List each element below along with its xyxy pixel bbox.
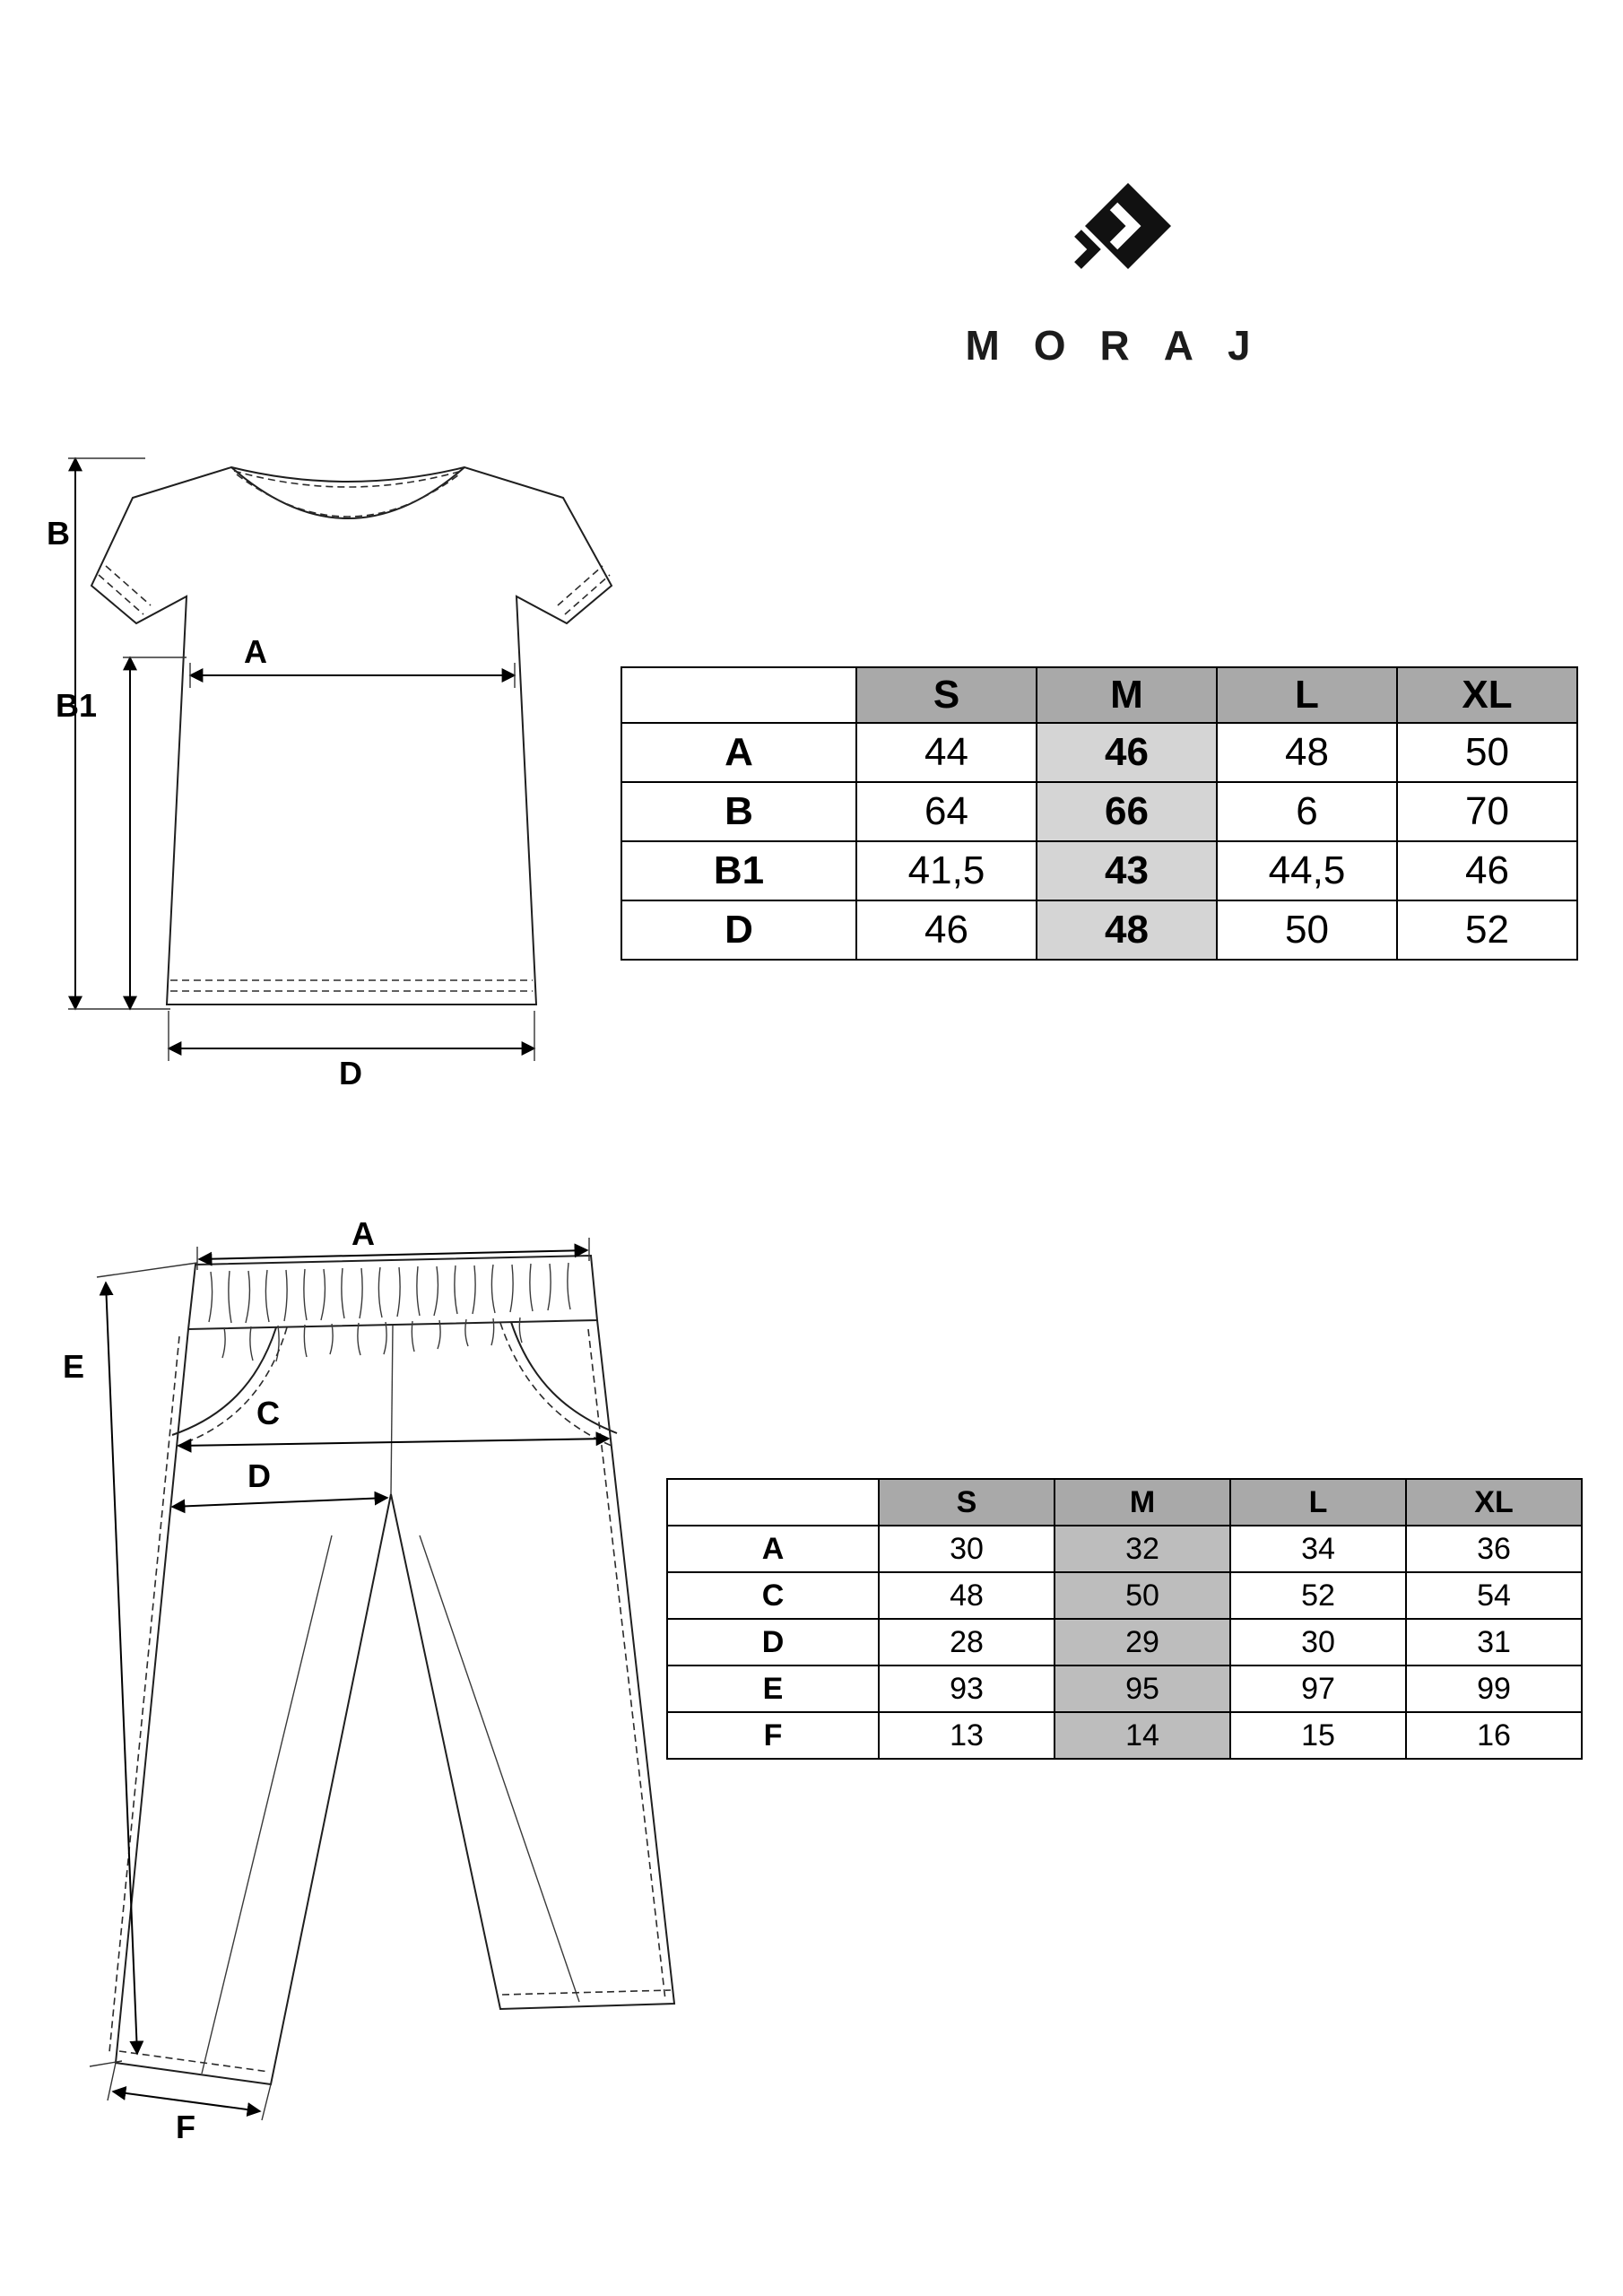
cell-m: 95 <box>1055 1665 1230 1712</box>
pants-hem-stitch-left <box>119 2051 269 2072</box>
shirt-corner-cell <box>621 667 856 723</box>
cell-xl: 46 <box>1397 841 1577 900</box>
dim-label-b: B <box>47 515 70 552</box>
pants-table-row-d <box>667 1619 1582 1665</box>
row-label: C <box>667 1572 879 1619</box>
tshirt-collar-stitch <box>234 471 462 487</box>
pants-pocket-right-stitch <box>500 1323 612 1446</box>
cell-l: 34 <box>1230 1526 1406 1572</box>
cell-l: 30 <box>1230 1619 1406 1665</box>
cell-s: 46 <box>856 900 1037 960</box>
pants-fly-line <box>391 1326 393 1494</box>
cell-s: 64 <box>856 782 1037 841</box>
cell-l: 44,5 <box>1217 841 1397 900</box>
cell-xl: 31 <box>1406 1619 1582 1665</box>
brand-diamond-arrow-icon <box>1058 179 1175 280</box>
pants-col-s: S <box>879 1479 1055 1526</box>
pants-table-row-e <box>667 1665 1582 1712</box>
cell-l: 50 <box>1217 900 1397 960</box>
tshirt-sleeve-stitch-left <box>99 566 151 614</box>
cell-m: 43 <box>1037 841 1217 900</box>
shirt-table-row-a <box>621 723 1577 782</box>
cell-l: 6 <box>1217 782 1397 841</box>
cell-l: 97 <box>1230 1665 1406 1712</box>
cell-xl: 52 <box>1397 900 1577 960</box>
dim-ext-e <box>90 1263 197 2066</box>
pants-table-header-row <box>667 1479 1582 1526</box>
row-label: D <box>667 1619 879 1665</box>
dim-label-f: F <box>176 2109 195 2145</box>
tshirt-technical-drawing <box>36 444 628 1108</box>
shirt-table-row-b <box>621 782 1577 841</box>
pants-outline <box>109 1256 674 2084</box>
cell-l: 15 <box>1230 1712 1406 1759</box>
cell-s: 41,5 <box>856 841 1037 900</box>
pants-crease-left <box>202 1535 332 2074</box>
dim-line-c <box>178 1439 609 1446</box>
dim-ext-d <box>169 1011 534 1061</box>
dim-line-d <box>172 1498 387 1507</box>
shirt-table-row-b1 <box>621 841 1577 900</box>
shirt-col-s: S <box>856 667 1037 723</box>
pants-gather-fringe <box>222 1318 522 1361</box>
pants-dimension-lines <box>63 1215 609 2145</box>
pants-body-path <box>116 1320 674 2084</box>
cell-s: 28 <box>879 1619 1055 1665</box>
row-label: D <box>621 900 856 960</box>
pants-table-row-f <box>667 1712 1582 1759</box>
cell-s: 44 <box>856 723 1037 782</box>
cell-m: 48 <box>1037 900 1217 960</box>
cell-xl: 36 <box>1406 1526 1582 1572</box>
pants-hem-stitch-right <box>502 1990 671 1995</box>
cell-xl: 54 <box>1406 1572 1582 1619</box>
cell-xl: 16 <box>1406 1712 1582 1759</box>
brand-logo <box>965 179 1285 370</box>
pants-size-table <box>666 1478 1583 1760</box>
dim-label-b1: B1 <box>56 687 98 724</box>
cell-m: 14 <box>1055 1712 1230 1759</box>
cell-s: 93 <box>879 1665 1055 1712</box>
row-label: B1 <box>621 841 856 900</box>
tshirt-body-path <box>91 467 612 1004</box>
cell-m: 32 <box>1055 1526 1230 1572</box>
dim-ext-b <box>68 458 170 1009</box>
pants-crease-right <box>420 1535 579 2002</box>
shirt-table-row-d <box>621 900 1577 960</box>
tshirt-outline <box>91 467 612 1004</box>
shirt-size-table <box>621 666 1578 961</box>
pants-technical-drawing <box>36 1215 699 2145</box>
tshirt-sleeve-stitch-right <box>558 566 610 614</box>
cell-s: 30 <box>879 1526 1055 1572</box>
pants-col-m: M <box>1055 1479 1230 1526</box>
pants-table-row-a <box>667 1526 1582 1572</box>
pants-seam-stitch-left <box>109 1336 179 2052</box>
cell-m: 46 <box>1037 723 1217 782</box>
cell-s: 13 <box>879 1712 1055 1759</box>
pants-col-l: L <box>1230 1479 1406 1526</box>
dim-label-e: E <box>63 1348 85 1385</box>
pants-corner-cell <box>667 1479 879 1526</box>
shirt-col-l: L <box>1217 667 1397 723</box>
row-label: B <box>621 782 856 841</box>
cell-xl: 50 <box>1397 723 1577 782</box>
shirt-col-xl: XL <box>1397 667 1577 723</box>
brand-logo-text: MORAJ <box>965 322 1285 369</box>
cell-m: 29 <box>1055 1619 1230 1665</box>
row-label: E <box>667 1665 879 1712</box>
cell-l: 52 <box>1230 1572 1406 1619</box>
cell-xl: 70 <box>1397 782 1577 841</box>
pants-table-row-c <box>667 1572 1582 1619</box>
dim-label-d: D <box>339 1055 362 1091</box>
cell-m: 50 <box>1055 1572 1230 1619</box>
cell-l: 48 <box>1217 723 1397 782</box>
pants-col-xl: XL <box>1406 1479 1582 1526</box>
tshirt-dimension-lines <box>47 458 534 1091</box>
dim-label-a: A <box>352 1215 375 1252</box>
tshirt-hem-stitch <box>170 980 533 991</box>
row-label: F <box>667 1712 879 1759</box>
dim-line-e <box>106 1283 137 2054</box>
cell-s: 48 <box>879 1572 1055 1619</box>
pants-elastic-gathers <box>209 1263 570 1323</box>
row-label: A <box>667 1526 879 1572</box>
dim-label-c: C <box>256 1395 280 1431</box>
cell-xl: 99 <box>1406 1665 1582 1712</box>
shirt-table-header-row <box>621 667 1577 723</box>
dim-label-d: D <box>247 1457 271 1494</box>
shirt-col-m: M <box>1037 667 1217 723</box>
cell-m: 66 <box>1037 782 1217 841</box>
pants-seam-stitch-right <box>588 1329 665 2000</box>
row-label: A <box>621 723 856 782</box>
dim-label-a: A <box>244 633 267 670</box>
